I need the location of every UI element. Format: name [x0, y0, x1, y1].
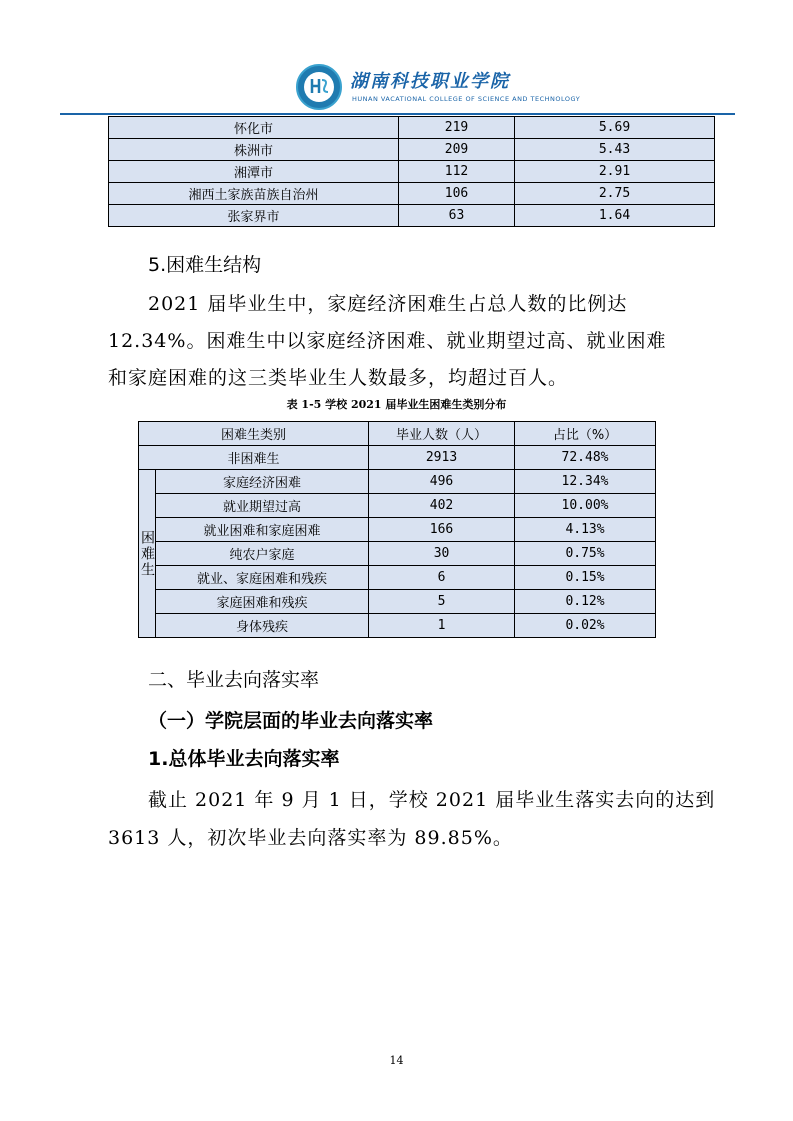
page-number: 14 [389, 1054, 404, 1067]
section-heading: 二、毕业去向落实率 [148, 669, 320, 691]
pct-cell: 0.75% [515, 542, 656, 566]
count-cell: 5 [369, 590, 515, 614]
region-name-cell: 株洲市 [109, 139, 399, 161]
paragraph-line: 截止 2021 年 9 月 1 日，学校 2021 届毕业生落实去向的达到 [148, 789, 716, 811]
column-header: 困难生类别 [139, 422, 369, 446]
region-pct-cell: 5.69 [515, 117, 715, 139]
pct-cell: 12.34% [515, 470, 656, 494]
category-cell: 家庭经济困难 [156, 470, 369, 494]
count-cell: 496 [369, 470, 515, 494]
pct-cell: 0.15% [515, 566, 656, 590]
logo-emblem-icon [308, 75, 330, 97]
category-cell: 纯农户家庭 [156, 542, 369, 566]
count-cell: 1 [369, 614, 515, 638]
subsubsection-heading: 1.总体毕业去向落实率 [148, 748, 340, 770]
count-cell: 402 [369, 494, 515, 518]
count-cell: 2913 [369, 446, 515, 470]
paragraph-line: 3613 人，初次毕业去向落实率为 89.85%。 [108, 827, 513, 849]
group-label-cell: 困难生 [139, 470, 156, 638]
region-count-cell: 209 [399, 139, 515, 161]
table-row [139, 614, 656, 638]
column-header: 毕业人数（人） [369, 422, 515, 446]
region-pct-cell: 1.64 [515, 205, 715, 227]
category-cell: 身体残疾 [156, 614, 369, 638]
region-table [108, 116, 715, 227]
pct-cell: 0.12% [515, 590, 656, 614]
region-count-cell: 112 [399, 161, 515, 183]
region-count-cell: 63 [399, 205, 515, 227]
category-cell: 就业、家庭困难和残疾 [156, 566, 369, 590]
paragraph-line: 和家庭困难的这三类毕业生人数最多，均超过百人。 [108, 367, 569, 389]
header-divider [60, 113, 735, 115]
region-count-cell: 219 [399, 117, 515, 139]
table-row [109, 183, 715, 205]
count-cell: 6 [369, 566, 515, 590]
count-cell: 166 [369, 518, 515, 542]
table-row [139, 566, 656, 590]
hardship-table [138, 421, 656, 638]
pct-cell: 0.02% [515, 614, 656, 638]
count-cell: 30 [369, 542, 515, 566]
region-count-cell: 106 [399, 183, 515, 205]
pct-cell: 72.48% [515, 446, 656, 470]
table-caption: 表 1-5 学校 2021 届毕业生困难生类别分布 [286, 398, 507, 411]
region-pct-cell: 5.43 [515, 139, 715, 161]
region-pct-cell: 2.91 [515, 161, 715, 183]
region-name-cell: 湘西土家族苗族自治州 [109, 183, 399, 205]
table-header-row [139, 422, 656, 446]
subsection-heading: （一）学院层面的毕业去向落实率 [148, 710, 434, 732]
category-cell: 就业困难和家庭困难 [156, 518, 369, 542]
table-row [139, 470, 656, 494]
pct-cell: 10.00% [515, 494, 656, 518]
school-name-en: HUNAN VACATIONAL COLLEGE OF SCIENCE AND TECHNOLOGY [352, 95, 581, 103]
table-row [109, 139, 715, 161]
table-row [109, 205, 715, 227]
region-name-cell: 湘潭市 [109, 161, 399, 183]
paragraph-line: 2021 届毕业生中，家庭经济困难生占总人数的比例达 [148, 293, 628, 315]
section-heading: 5.困难生结构 [148, 254, 262, 276]
table-row [139, 494, 656, 518]
category-cell: 家庭困难和残疾 [156, 590, 369, 614]
region-name-cell: 怀化市 [109, 117, 399, 139]
school-name-cn: 湖南科技职业学院 [350, 71, 510, 92]
table-row [139, 590, 656, 614]
table-row [109, 161, 715, 183]
pct-cell: 4.13% [515, 518, 656, 542]
category-cell: 非困难生 [139, 446, 369, 470]
region-pct-cell: 2.75 [515, 183, 715, 205]
paragraph-line: 12.34%。困难生中以家庭经济困难、就业期望过高、就业困难 [108, 330, 667, 352]
table-row [139, 518, 656, 542]
school-logo [296, 64, 342, 110]
category-cell: 就业期望过高 [156, 494, 369, 518]
table-row [139, 446, 656, 470]
table-row [139, 542, 656, 566]
region-name-cell: 张家界市 [109, 205, 399, 227]
column-header: 占比（%） [515, 422, 656, 446]
table-row [109, 117, 715, 139]
